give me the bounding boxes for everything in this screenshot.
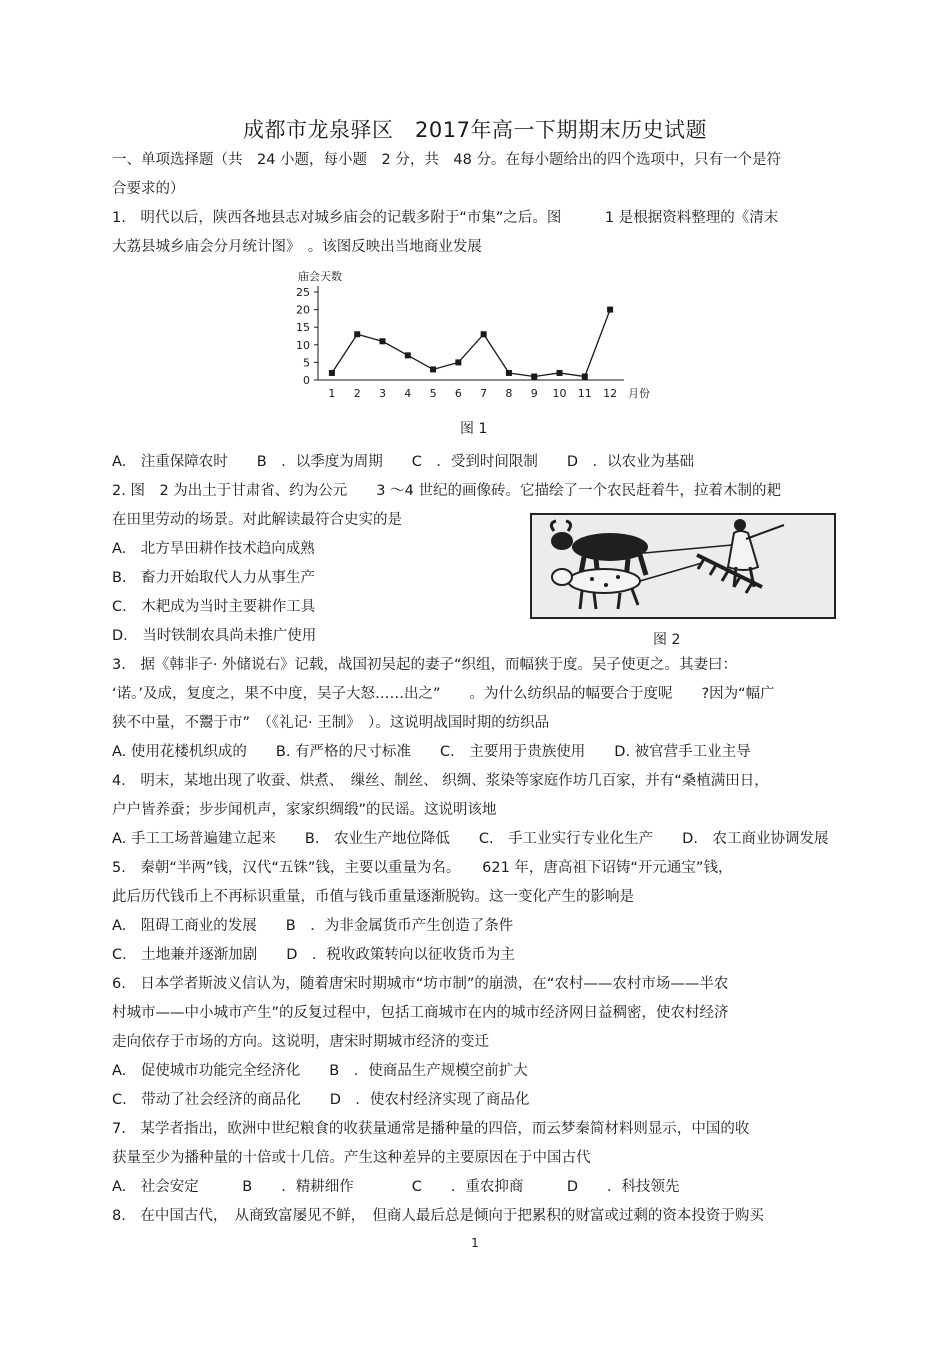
x-tick-label: 5 xyxy=(429,387,437,400)
x-tick-label: 9 xyxy=(530,387,538,400)
x-axis-label: 月份 xyxy=(628,387,650,400)
data-point-marker xyxy=(607,307,613,313)
q2-option-c: C. 木耙成为当时主要耕作工具 xyxy=(112,599,316,615)
q2-option-b: B. 畜力开始取代人力从事生产 xyxy=(112,570,316,586)
x-tick-label: 3 xyxy=(378,387,386,400)
q5-options-cd: C. 土地兼并逐渐加剧 D ．税收政策转向以征收货币为主 xyxy=(112,947,515,963)
q6-stem-cont: 村城市——中小城市产生”的反复过程中，包括工商城市在内的城市经济网日益稠密，使农村经济 xyxy=(112,1005,729,1021)
q1-stem: 1. 明代以后，陕西各地县志对城乡庙会的记载多附于“市集”之后。图 1 是根据资料整理的《清末 xyxy=(112,210,779,226)
y-tick-label: 5 xyxy=(303,356,310,370)
q5-stem-cont: 此后历代钱币上不再标识重量，币值与钱币重量逐渐脱钩。这一变化产生的影响是 xyxy=(112,889,634,905)
data-point-marker xyxy=(329,370,335,376)
q1-stem-cont: 大荔县城乡庙会分月统计图》 。该图反映出当地商业发展 xyxy=(112,239,482,255)
q2-option-a: A. 北方旱田耕作技术趋向成熟 xyxy=(112,541,315,557)
q7-options: A. 社会安定 B ．精耕细作 C ．重农抑商 D ．科技领先 xyxy=(112,1179,680,1195)
data-point-marker xyxy=(506,370,512,376)
figure1-caption: 图 1 xyxy=(460,421,488,437)
q2-stem-cont: 在田里劳动的场景。对此解读最符合史实的是 xyxy=(112,512,402,528)
q4-options: A. 手工工场普遍建立起来 B. 农业生产地位降低 C. 手工业实行专业化生产 D. 农工商业协调发展 xyxy=(112,831,829,847)
figure2-brick-painting xyxy=(530,513,836,619)
q6-stem: 6. 日本学者斯波义信认为，随着唐宋时期城市“坊市制”的崩溃，在“农村——农村市场——半农 xyxy=(112,976,729,992)
plowing-scene-illustration xyxy=(532,515,834,617)
data-point-marker xyxy=(405,352,411,358)
data-point-marker xyxy=(557,370,563,376)
x-tick-label: 7 xyxy=(480,387,488,400)
q2-stem: 2. 图 2 为出土于甘肃省、约为公元 3 ～4 世纪的画像砖。它描绘了一个农民赶着牛，拉着木制的耙 xyxy=(112,483,781,499)
q6-options-ab: A. 促使城市功能完全经济化 B ．使商品生产规模空前扩大 xyxy=(112,1063,528,1079)
x-tick-label: 6 xyxy=(454,387,462,400)
q3-stem-cont: ‘诺。’及成，复度之，果不中度，吴子大怒……出之” 。为什么纺织品的幅要合于度呢 ?因为“幅广 xyxy=(112,686,775,702)
q2-option-d: D. 当时铁制农具尚未推广使用 xyxy=(112,628,317,644)
y-tick-label: 10 xyxy=(296,338,310,352)
page-number: 1 xyxy=(471,1236,479,1250)
q5-stem: 5. 秦朝“半两”钱，汉代“五铢”钱，主要以重量为名。 621 年，唐高祖下诏铸“开元通宝”钱， xyxy=(112,860,733,876)
q7-stem-cont: 获量至少为播种量的十倍或十几倍。产生这种差异的主要原因在于中国古代 xyxy=(112,1150,591,1166)
q7-stem: 7. 某学者指出，欧洲中世纪粮食的收获量通常是播种量的四倍，而云梦秦简材料则显示，中国的收 xyxy=(112,1121,750,1137)
x-tick-label: 4 xyxy=(404,387,412,400)
y-tick-label: 25 xyxy=(296,286,310,299)
y-tick-label: 20 xyxy=(296,303,310,317)
q8-stem: 8. 在中国古代， 从商致富屡见不鲜， 但商人最后总是倾向于把累积的财富或过剩的资本投资于购买 xyxy=(112,1208,764,1224)
data-point-marker xyxy=(455,359,461,365)
q4-stem: 4. 明末，某地出现了收蚕、烘煮、 缫丝、制丝、 织绸、浆染等家庭作坊几百家，并有“桑植满田日， xyxy=(112,773,769,789)
series-line xyxy=(332,310,610,377)
data-point-marker xyxy=(582,373,588,379)
x-tick-label: 2 xyxy=(353,387,361,400)
data-point-marker xyxy=(354,331,360,337)
q5-options-ab: A. 阻碍工商业的发展 B ．为非金属货币产生创造了条件 xyxy=(112,918,514,934)
exam-title: 成都市龙泉驿区 2017年高一下期期末历史试题 xyxy=(243,118,707,142)
q6-stem-cont2: 走向依存于市场的方向。这说明，唐宋时期城市经济的变迁 xyxy=(112,1034,489,1050)
data-point-marker xyxy=(379,338,385,344)
x-tick-label: 12 xyxy=(603,387,618,400)
figure1-line-chart xyxy=(272,264,672,404)
y-axis-label: 庙会天数 xyxy=(298,270,342,283)
data-point-marker xyxy=(430,366,436,372)
figure2-caption: 图 2 xyxy=(653,632,681,648)
q6-options-cd: C. 带动了社会经济的商品化 D ．使农村经济实现了商品化 xyxy=(112,1092,530,1108)
data-point-marker xyxy=(481,331,487,337)
x-tick-label: 10 xyxy=(552,387,567,400)
section-heading-cont: 合要求的） xyxy=(112,181,185,197)
x-tick-label: 11 xyxy=(577,387,592,400)
y-tick-label: 15 xyxy=(296,321,310,335)
y-tick-label: 0 xyxy=(303,374,310,387)
q3-stem-cont2: 狭不中量，不鬻于市” （《礼记· 王制》 ）。这说明战国时期的纺织品 xyxy=(112,715,550,731)
q3-stem: 3. 据《韩非子· 外储说右》记载，战国初吴起的妻子“织组，而幅狭于度。吴子使更之。其妻曰： xyxy=(112,657,738,673)
data-point-marker xyxy=(531,373,537,379)
section-heading: 一、单项选择题（共 24 小题，每小题 2 分，共 48 分。在每小题给出的四个选项中，只有一个是符 xyxy=(112,152,781,168)
q3-options: A. 使用花楼机织成的 B. 有严格的尺寸标准 C. 主要用于贵族使用 D. 被官营手工业主导 xyxy=(112,744,751,760)
x-tick-label: 1 xyxy=(328,387,336,400)
q1-options: A. 注重保障农时 B ．以季度为周期 C ．受到时间限制 D ．以农业为基础 xyxy=(112,454,695,470)
q4-stem-cont: 户户皆养蚕；步步闻机声，家家织绸缎”的民谣。这说明该地 xyxy=(112,802,497,818)
x-tick-label: 8 xyxy=(505,387,513,400)
